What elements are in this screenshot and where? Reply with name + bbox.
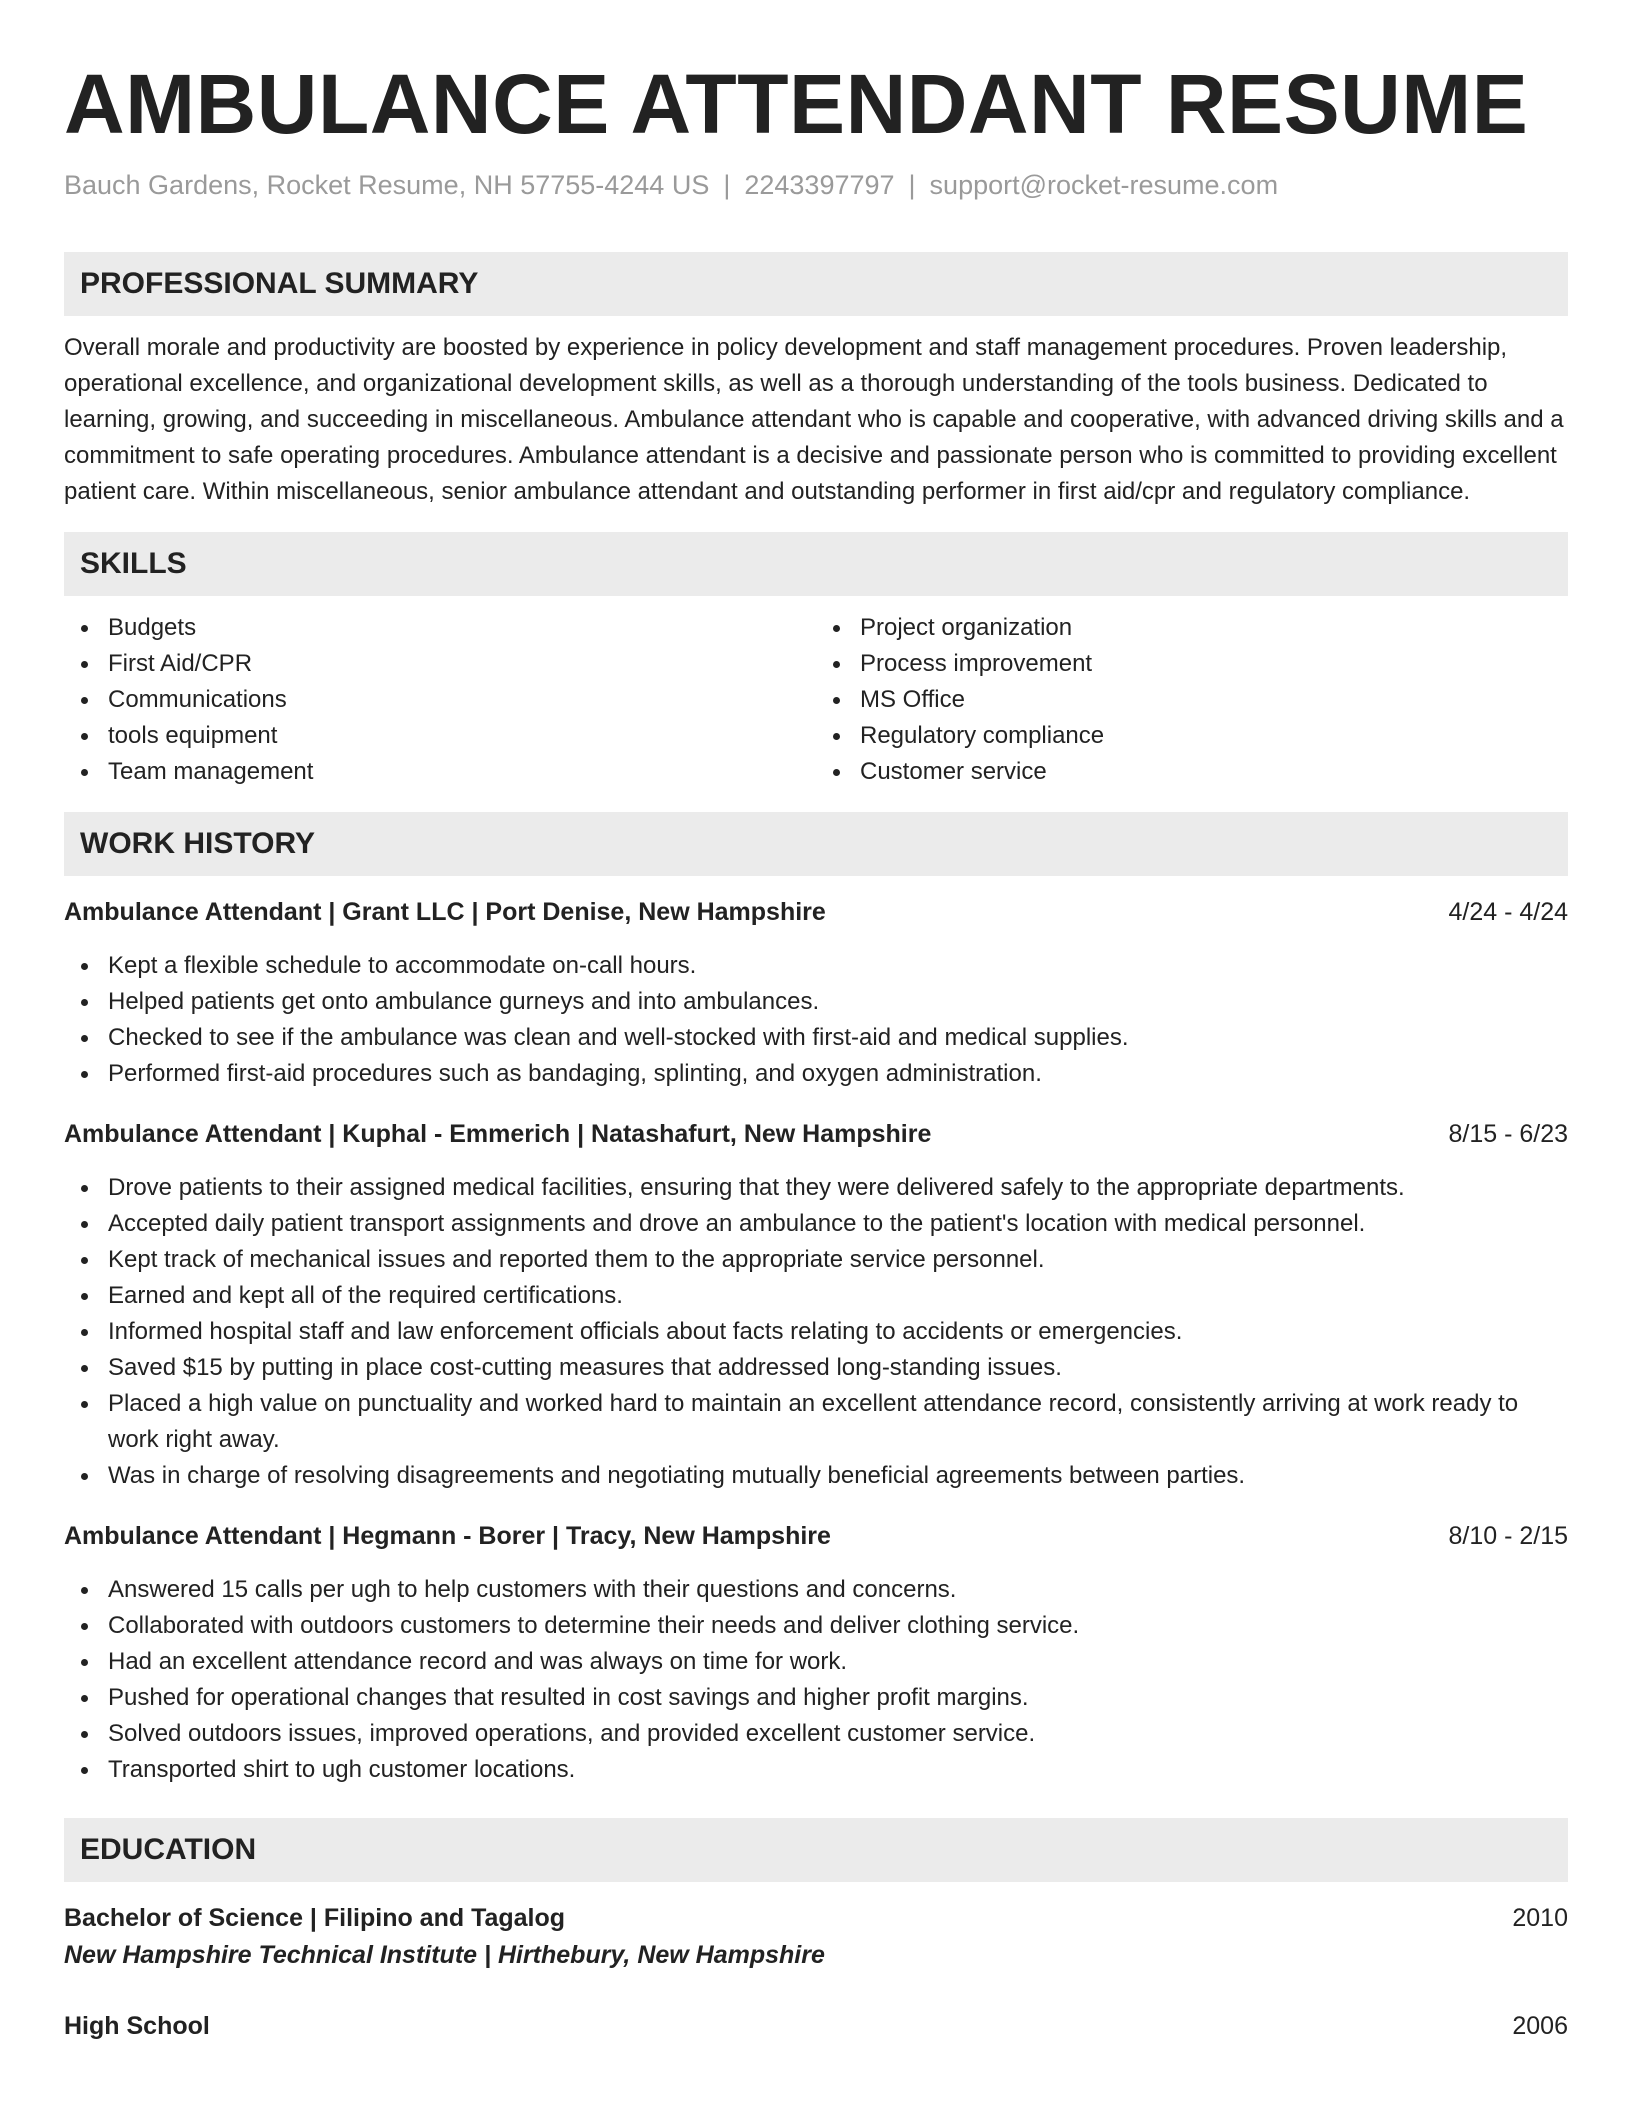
job-dates: 8/15 - 6/23 <box>1448 1120 1568 1148</box>
skills-column-right <box>816 610 1568 790</box>
skill-item: tools equipment <box>64 718 816 754</box>
education-year: 2010 <box>1512 1904 1568 1932</box>
job-dates: 8/10 - 2/15 <box>1448 1522 1568 1550</box>
job-entry <box>64 1518 1568 1788</box>
job-header <box>64 1116 1568 1152</box>
contact-separator: | <box>908 170 916 200</box>
duty-item: Placed a high value on punctuality and worked hard to maintain an excellent attendance record, consistently arriving at work ready to work right away. <box>64 1386 1568 1458</box>
skills-column-left <box>64 610 816 790</box>
skills-list <box>64 610 1568 790</box>
duty-item: Answered 15 calls per ugh to help customers with their questions and concerns. <box>64 1572 1568 1608</box>
job-entry <box>64 1116 1568 1494</box>
education-entry <box>64 2008 1568 2044</box>
duty-item: Drove patients to their assigned medical facilities, ensuring that they were delivered safely to the appropriate departments. <box>64 1170 1568 1206</box>
education-school: New Hampshire Technical Institute | Hirthebury, New Hampshire <box>64 1941 825 1969</box>
job-duties <box>64 1170 1568 1494</box>
job-entry <box>64 894 1568 1092</box>
job-duties <box>64 1572 1568 1788</box>
duty-item: Performed first-aid procedures such as bandaging, splinting, and oxygen administration. <box>64 1056 1568 1092</box>
skill-item: Project organization <box>816 610 1568 646</box>
skills-heading: SKILLS <box>64 532 1568 596</box>
job-title: Ambulance Attendant | Kuphal - Emmerich | Natashafurt, New Hampshire <box>64 1120 932 1148</box>
skill-item: Process improvement <box>816 646 1568 682</box>
contact-address: Bauch Gardens, Rocket Resume, NH 57755-4244 US <box>64 170 710 200</box>
education-header <box>64 1900 1568 1936</box>
skill-item: Budgets <box>64 610 816 646</box>
duty-item: Kept track of mechanical issues and reported them to the appropriate service personnel. <box>64 1242 1568 1278</box>
skill-item: Communications <box>64 682 816 718</box>
skill-item: Team management <box>64 754 816 790</box>
duty-item: Collaborated with outdoors customers to determine their needs and deliver clothing service. <box>64 1608 1568 1644</box>
education-header <box>64 2008 1568 2044</box>
job-title: Ambulance Attendant | Grant LLC | Port Denise, New Hampshire <box>64 898 826 926</box>
duty-item: Saved $15 by putting in place cost-cutting measures that addressed long-standing issues. <box>64 1350 1568 1386</box>
job-title: Ambulance Attendant | Hegmann - Borer | Tracy, New Hampshire <box>64 1522 831 1550</box>
contact-email: support@rocket-resume.com <box>929 170 1279 200</box>
job-header <box>64 894 1568 930</box>
duty-item: Transported shirt to ugh customer locations. <box>64 1752 1568 1788</box>
work-history-heading: WORK HISTORY <box>64 812 1568 876</box>
duty-item: Checked to see if the ambulance was clean and well-stocked with first-aid and medical supplies. <box>64 1020 1568 1056</box>
duty-item: Accepted daily patient transport assignments and drove an ambulance to the patient's location with medical personnel. <box>64 1206 1568 1242</box>
education-degree: Bachelor of Science | Filipino and Tagalog <box>64 1904 566 1932</box>
education-entry <box>64 1900 1568 1974</box>
job-dates: 4/24 - 4/24 <box>1448 898 1568 926</box>
skill-item: MS Office <box>816 682 1568 718</box>
duty-item: Solved outdoors issues, improved operations, and provided excellent customer service. <box>64 1716 1568 1752</box>
duty-item: Informed hospital staff and law enforcement officials about facts relating to accidents or emergencies. <box>64 1314 1568 1350</box>
duty-item: Had an excellent attendance record and was always on time for work. <box>64 1644 1568 1680</box>
job-duties <box>64 948 1568 1092</box>
skill-item: Regulatory compliance <box>816 718 1568 754</box>
summary-text: Overall morale and productivity are boosted by experience in policy development and staff management procedures. Proven leadership, operational excellence, and organizational development skills, as well as a thorough understanding of the tools business. Dedicated to learning, growing, and succeeding in miscellaneous. Ambulance attendant who is capable and cooperative, with advanced driving skills and a commitment to safe operating procedures. Ambulance attendant is a decisive and passionate person who is committed to providing excellent patient care. Within miscellaneous, senior ambulance attendant and outstanding performer in first aid/cpr and regulatory compliance. <box>64 334 1564 505</box>
education-year: 2006 <box>1512 2012 1568 2040</box>
summary-heading: PROFESSIONAL SUMMARY <box>64 252 1568 316</box>
education-heading: EDUCATION <box>64 1818 1568 1882</box>
duty-item: Pushed for operational changes that resulted in cost savings and higher profit margins. <box>64 1680 1568 1716</box>
resume-title: AMBULANCE ATTENDANT RESUME <box>64 57 1529 151</box>
skill-item: Customer service <box>816 754 1568 790</box>
education-degree: High School <box>64 2012 210 2040</box>
contact-phone: 2243397797 <box>744 170 895 200</box>
duty-item: Helped patients get onto ambulance gurneys and into ambulances. <box>64 984 1568 1020</box>
contact-line <box>64 168 1568 202</box>
contact-separator: | <box>723 170 731 200</box>
job-header <box>64 1518 1568 1554</box>
duty-item: Was in charge of resolving disagreements and negotiating mutually beneficial agreements between parties. <box>64 1458 1568 1494</box>
duty-item: Kept a flexible schedule to accommodate on-call hours. <box>64 948 1568 984</box>
skill-item: First Aid/CPR <box>64 646 816 682</box>
duty-item: Earned and kept all of the required certifications. <box>64 1278 1568 1314</box>
